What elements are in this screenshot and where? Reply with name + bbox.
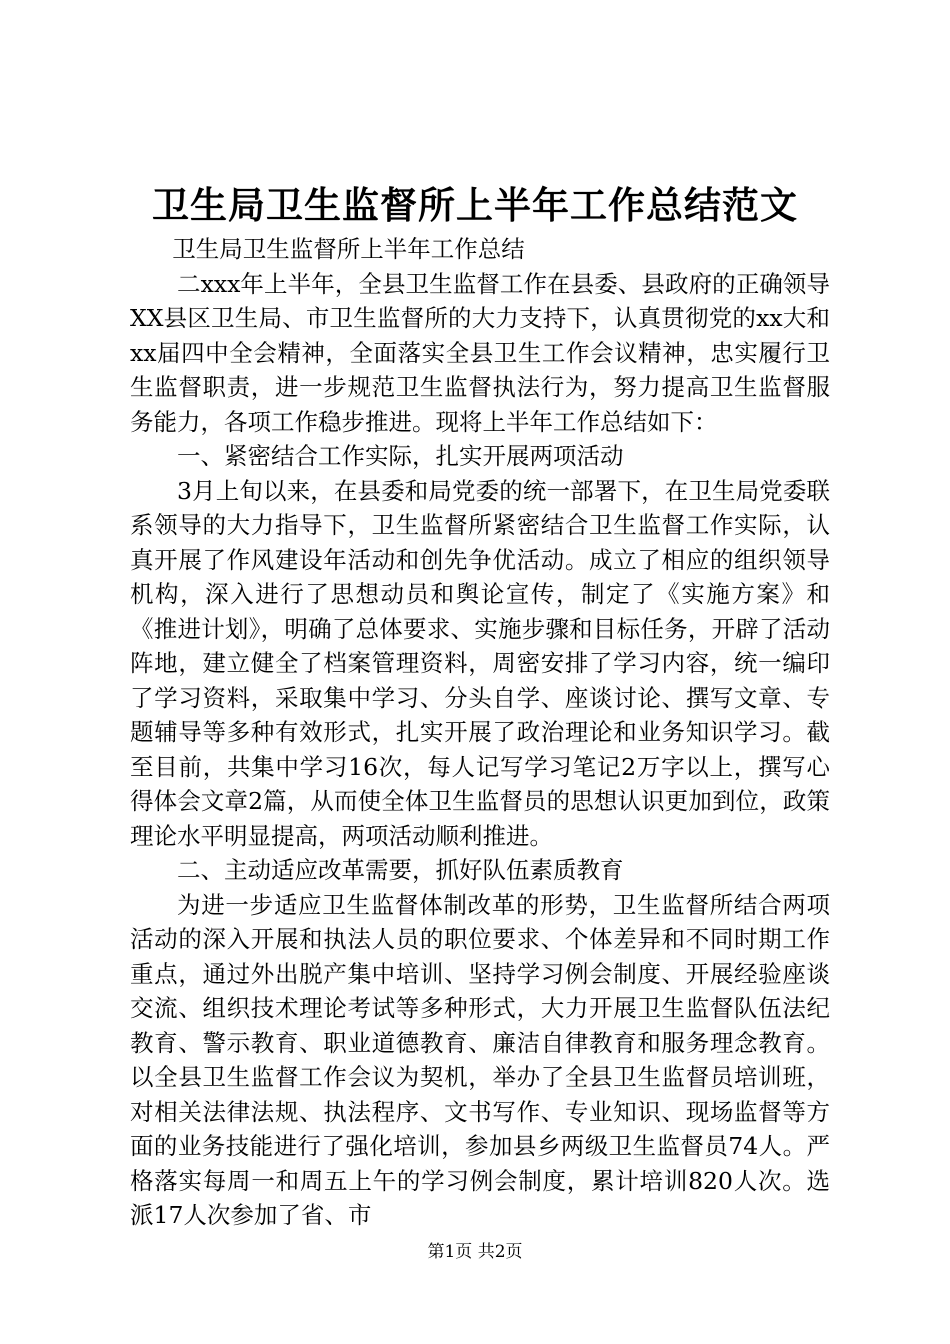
section-heading-1: 一、紧密结合工作实际，扎实开展两项活动 [177, 442, 624, 470]
subtitle-paragraph: 卫生局卫生监督所上半年工作总结 [172, 235, 525, 263]
section-2-paragraph: 为进一步适应卫生监督体制改革的形势，卫生监督所结合两项活动的深入开展和执法人员的职位要求、个体差异和不同时期工作重点，通过外出脱产集中培训、坚持学习例会制度、开展经验座谈交流、组织技术理论考试等多种形式，大力开展卫生监督队伍法纪教育、警示教育、职业道德教育、廉洁自律教育和服务理念教育。以全县卫生监督工作会议为契机，举办了全县卫生监督员培训班，对相关法律法规、执法程序、文书写作、专业知识、现场监督等方面的业务技能进行了强化培训，参加县乡两级卫生监督员74人。严格落实每周一和周五上午的学习例会制度，累计培训820人次。选派17人次参加了省、市 [130, 890, 830, 1229]
intro-paragraph: 二xxx年上半年，全县卫生监督工作在县委、县政府的正确领导XX县区卫生局、市卫生监督所的大力支持下，认真贯彻党的xx大和xx届四中全会精神，全面落实全县卫生工作会议精神，忠实履行卫生监督职责，进一步规范卫生监督执法行为，努力提高卫生监督服务能力，各项工作稳步推进。现将上半年工作总结如下： [130, 269, 830, 436]
section-heading-2: 二、主动适应改革需要，抓好队伍素质教育 [177, 856, 624, 884]
page-footer: 第1页 共2页 [427, 1242, 523, 1262]
document-title: 卫生局卫生监督所上半年工作总结范文 [152, 183, 798, 227]
section-1-paragraph: 3月上旬以来，在县委和局党委的统一部署下，在卫生局党委联系领导的大力指导下，卫生监督所紧密结合卫生监督工作实际，认真开展了作风建设年活动和创先争优活动。成立了相应的组织领导机构，深入进行了思想动员和舆论宣传，制定了《实施方案》和《推进计划》，明确了总体要求、实施步骤和目标任务，开辟了活动阵地，建立健全了档案管理资料，周密安排了学习内容，统一编印了学习资料，采取集中学习、分头自学、座谈讨论、撰写文章、专题辅导等多种有效形式，扎实开展了政治理论和业务知识学习。截至目前，共集中学习16次，每人记写学习笔记2万字以上，撰写心得体会文章2篇，从而使全体卫生监督员的思想认识更加到位，政策理论水平明显提高，两项活动顺利推进。 [130, 476, 830, 850]
document-body [130, 232, 830, 1233]
